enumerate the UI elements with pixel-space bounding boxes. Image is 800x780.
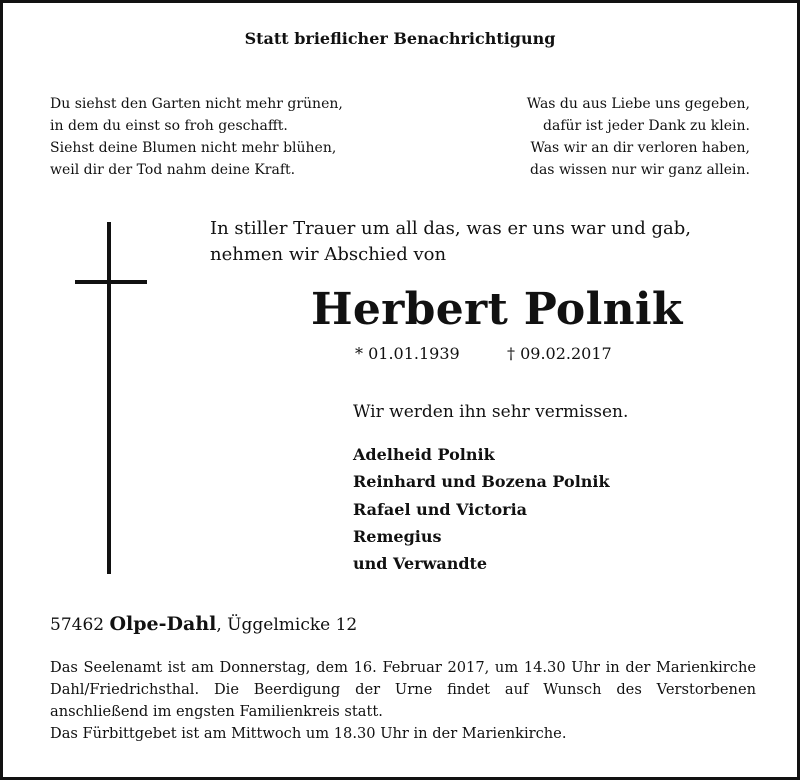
intro-text: In stiller Trauer um all das, was er uns war und gab, nehmen wir Abschied von	[210, 218, 691, 265]
poem-line: Was du aus Liebe uns gegeben,	[526, 96, 750, 112]
poem-left	[50, 93, 343, 181]
address-city: Olpe-Dahl	[109, 613, 217, 635]
service-info	[50, 657, 756, 745]
poem-line: in dem du einst so froh geschafft.	[50, 118, 288, 134]
deceased-name: Herbert Polnik	[311, 284, 683, 335]
birth-date: * 01.01.1939	[355, 344, 460, 363]
poem-line: Siehst deine Blumen nicht mehr blühen,	[50, 140, 337, 156]
mourner-name: Adelheid Polnik	[353, 445, 495, 464]
poem-line: weil dir der Tod nahm deine Kraft.	[50, 162, 296, 178]
cross-vertical-bar	[107, 222, 111, 574]
notice-heading: Statt brieflicher Benachrichtigung	[244, 29, 556, 48]
poem-right	[527, 93, 750, 181]
poem-line: das wissen nur wir ganz allein.	[530, 162, 750, 178]
address-street: , Üggelmicke 12	[216, 615, 358, 635]
mourner-name: und Verwandte	[353, 554, 488, 574]
poem-line: dafür ist jeder Dank zu klein.	[543, 118, 750, 134]
death-date: † 09.02.2017	[507, 344, 612, 363]
service-text: Das Seelenamt ist am Donnerstag, dem 16. Februar 2017, um 14.30 Uhr in der Marienkirche Dahl/Friedrichsthal. Die Beerdigung der Urne findet auf Wunsch des Verstorbenen anschließend im engsten Familienkreis statt.	[50, 659, 756, 720]
prayer-text: Das Fürbittgebet ist am Mittwoch um 18.30 Uhr in der Marienkirche.	[50, 725, 567, 742]
poem-line: Du siehst den Garten nicht mehr grünen,	[50, 96, 343, 112]
mourner-name: Reinhard und Bozena Polnik	[353, 472, 610, 492]
poem-line: Was wir an dir verloren haben,	[530, 140, 750, 156]
mourner-name: Remegius	[353, 526, 442, 546]
cross-horizontal-bar	[75, 280, 147, 284]
mourners-list	[353, 441, 610, 577]
mourner-name: Rafael und Victoria	[353, 499, 528, 519]
address-line	[50, 611, 357, 638]
miss-text: Wir werden ihn sehr vermissen.	[353, 402, 629, 422]
address-zip: 57462	[50, 615, 105, 635]
